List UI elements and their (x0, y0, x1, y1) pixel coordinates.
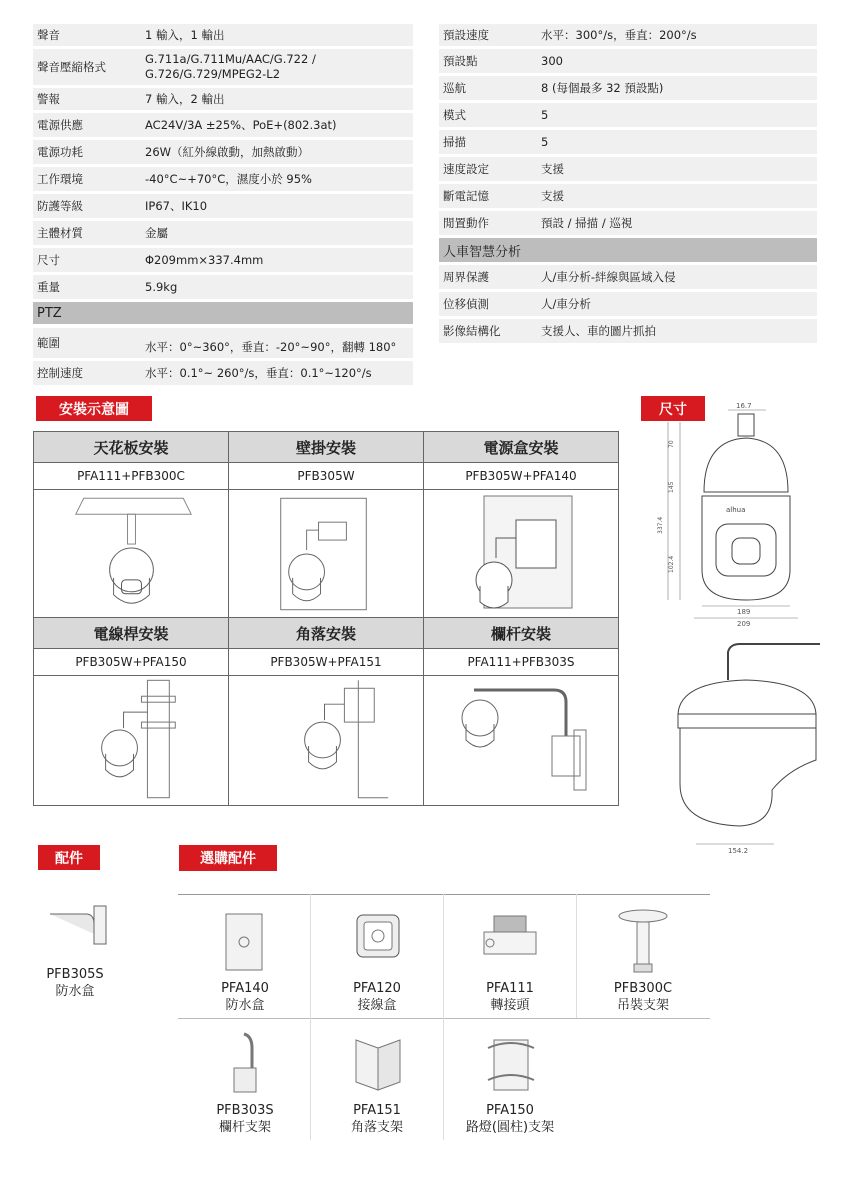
optional-item-label (200, 1102, 290, 1136)
spec-value: 水平：0°~360°，垂直：-20°~90°，翻轉 180° (145, 339, 397, 354)
optional-name: 吊裝支架 (616, 998, 669, 1013)
spec-key: 警報 (37, 92, 60, 106)
spec-row (33, 49, 413, 85)
spec-key: 斷電記憶 (443, 189, 489, 203)
spec-table-right (439, 24, 817, 346)
optional-model: PFA140 (221, 981, 269, 996)
spec-value: 5 (541, 107, 549, 122)
spec-key: 電源供應 (37, 118, 83, 132)
pfa111-thumbnail (478, 912, 542, 962)
spec-value: AC24V/3A ±25%、PoE+(802.3at) (145, 117, 337, 132)
dimension-drawing-front (640, 400, 830, 632)
divider (178, 894, 710, 895)
spec-row (439, 130, 817, 154)
spec-value (139, 52, 413, 82)
spec-value: 26W（紅外線啟動，加熱啟動） (145, 144, 310, 159)
spec-row (33, 275, 413, 299)
spec-key: 位移偵測 (443, 297, 489, 311)
pfa120-thumbnail (354, 912, 402, 960)
spec-row (33, 167, 413, 191)
pfa150-thumbnail (484, 1036, 538, 1094)
install-title: 電源盒安裝 (424, 432, 618, 463)
wall-mount-image (229, 490, 424, 618)
pole-mount-image (34, 676, 229, 805)
spec-key: 掃描 (443, 135, 466, 149)
spec-row (439, 292, 817, 316)
power-box-mount-image (424, 490, 618, 618)
divider (576, 894, 577, 1018)
ai-section-header: 人車智慧分析 (439, 238, 817, 262)
spec-value: Φ209mm×337.4mm (145, 252, 264, 267)
spec-value: -40°C~+70°C，濕度小於 95% (145, 171, 312, 186)
optional-model: PFB300C (613, 981, 673, 996)
optional-name: 欄杆支架 (218, 1120, 271, 1135)
spec-key: 工作環境 (37, 172, 83, 186)
dim-d2: 145 (668, 481, 675, 493)
ceiling-mount-image (34, 490, 229, 618)
spec-row (439, 184, 817, 208)
accessory-model: PFB305S (46, 967, 104, 982)
dim-d3: 102.4 (668, 555, 675, 573)
optional-model: PFB303S (216, 1103, 274, 1118)
spec-row (33, 113, 413, 137)
optional-item-label (200, 980, 290, 1014)
optional-item-label (332, 980, 422, 1014)
spec-row (439, 76, 817, 100)
accessory-name: 防水盒 (55, 984, 95, 999)
spec-value: 人/車分析-絆線與區域入侵 (541, 269, 676, 284)
accessory-tag: 配件 (38, 845, 100, 870)
spec-value: 金屬 (145, 225, 168, 240)
spec-value: 水平：300°/s，垂直：200°/s (541, 27, 697, 42)
spec-key: 模式 (443, 108, 466, 122)
spec-value: 人/車分析 (541, 296, 591, 311)
spec-key: 防護等級 (37, 199, 83, 213)
spec-table-left (33, 24, 413, 388)
optional-name: 接線盒 (357, 998, 397, 1013)
optional-item-label (445, 1102, 575, 1136)
optional-name: 防水盒 (225, 998, 265, 1013)
ptz-section-header: PTZ (33, 302, 413, 324)
spec-row (33, 24, 413, 46)
install-model: PFA111+PFB303S (424, 649, 618, 676)
optional-name: 路燈(圓柱)支架 (465, 1120, 555, 1135)
divider (310, 894, 311, 1140)
spec-key: 速度設定 (443, 162, 489, 176)
spec-value: 支援人、車的圖片抓拍 (541, 323, 656, 338)
accessory-label (30, 966, 120, 1000)
divider (443, 894, 444, 1140)
dim-total: 337.4 (657, 516, 664, 534)
spec-value: 5.9kg (145, 279, 178, 294)
install-model: PFB305W+PFA151 (229, 649, 424, 676)
optional-model: PFA151 (353, 1103, 401, 1118)
dim-bottom: 154.2 (728, 847, 749, 855)
spec-row (439, 157, 817, 181)
install-title: 欄杆安裝 (424, 618, 618, 649)
install-model: PFB305W+PFA140 (424, 463, 618, 490)
spec-row (439, 103, 817, 127)
spec-key: 周界保護 (443, 270, 489, 284)
dimension-drawing-side (670, 640, 830, 860)
spec-key: 聲音 (37, 28, 60, 42)
install-tag: 安裝示意圖 (36, 396, 152, 421)
optional-name: 轉接頭 (490, 998, 530, 1013)
spec-key: 電源功耗 (37, 145, 83, 159)
spec-row (33, 140, 413, 164)
spec-value: 水平：0.1°~ 260°/s，垂直：0.1°~120°/s (145, 365, 372, 380)
spec-key: 預設點 (443, 54, 478, 68)
corner-mount-image (229, 676, 424, 805)
spec-key: 範圍 (37, 336, 60, 350)
spec-key: 影像結構化 (443, 324, 501, 338)
optional-name: 角落支架 (350, 1120, 403, 1135)
divider (178, 1018, 710, 1019)
spec-row (439, 265, 817, 289)
optional-item-label (332, 1102, 422, 1136)
install-title: 電線桿安裝 (34, 618, 229, 649)
spec-key: 聲音壓縮格式 (37, 60, 106, 74)
install-model: PFB305W+PFA150 (34, 649, 229, 676)
spec-value: 5 (541, 134, 549, 149)
optional-item-label (465, 980, 555, 1014)
spec-key: 巡航 (443, 81, 466, 95)
optional-item-label (598, 980, 688, 1014)
spec-value: 支援 (541, 188, 564, 203)
spec-row (439, 24, 817, 46)
install-model: PFB305W (229, 463, 424, 490)
spec-row (439, 211, 817, 235)
optional-model: PFA120 (353, 981, 401, 996)
spec-row (439, 319, 817, 343)
optional-accessory-tag: 選購配件 (179, 845, 277, 871)
spec-value-line1: G.711a/G.711Mu/AAC/G.722 / (145, 52, 316, 66)
spec-row (33, 221, 413, 245)
pfb300c-thumbnail (614, 908, 672, 974)
spec-value: 300 (541, 53, 563, 68)
install-title: 壁掛安裝 (229, 432, 424, 463)
spec-value: 1 輸入，1 輸出 (145, 27, 225, 42)
spec-key: 控制速度 (37, 366, 83, 380)
install-model: PFA111+PFB300C (34, 463, 229, 490)
spec-row (33, 328, 413, 358)
dim-d1: 70 (668, 440, 675, 448)
spec-value: IP67、IK10 (145, 198, 208, 213)
svg-text:alhua: alhua (726, 506, 746, 514)
spec-value: 7 輸入，2 輸出 (145, 91, 225, 106)
spec-key: 重量 (37, 280, 60, 294)
spec-key: 閒置動作 (443, 216, 489, 230)
spec-row (33, 88, 413, 110)
spec-value: 8 (每個最多 32 預設點) (541, 80, 664, 95)
optional-model: PFA111 (486, 981, 534, 996)
dim-w2: 209 (737, 620, 751, 628)
railing-mount-image (424, 676, 618, 805)
pfa140-thumbnail (222, 912, 266, 972)
dim-top: 16.7 (736, 402, 752, 410)
pfa151-thumbnail (352, 1034, 404, 1094)
install-grid (33, 431, 619, 806)
spec-value: 預設 / 掃描 / 巡視 (541, 215, 633, 230)
dim-w1: 189 (737, 608, 751, 616)
spec-key: 主體材質 (37, 226, 83, 240)
spec-row (33, 194, 413, 218)
install-title: 天花板安裝 (34, 432, 229, 463)
spec-value-line2: G.726/G.729/MPEG2-L2 (145, 67, 281, 81)
pfb305s-thumbnail (44, 904, 108, 946)
spec-value: 支援 (541, 161, 564, 176)
spec-row (33, 361, 413, 385)
spec-key: 預設速度 (443, 28, 489, 42)
spec-key: 尺寸 (37, 253, 60, 267)
install-title: 角落安裝 (229, 618, 424, 649)
spec-row (439, 49, 817, 73)
optional-model: PFA150 (486, 1103, 534, 1118)
spec-row (33, 248, 413, 272)
dimension-tag: 尺寸 (641, 396, 705, 421)
pfb303s-thumbnail (222, 1030, 266, 1094)
